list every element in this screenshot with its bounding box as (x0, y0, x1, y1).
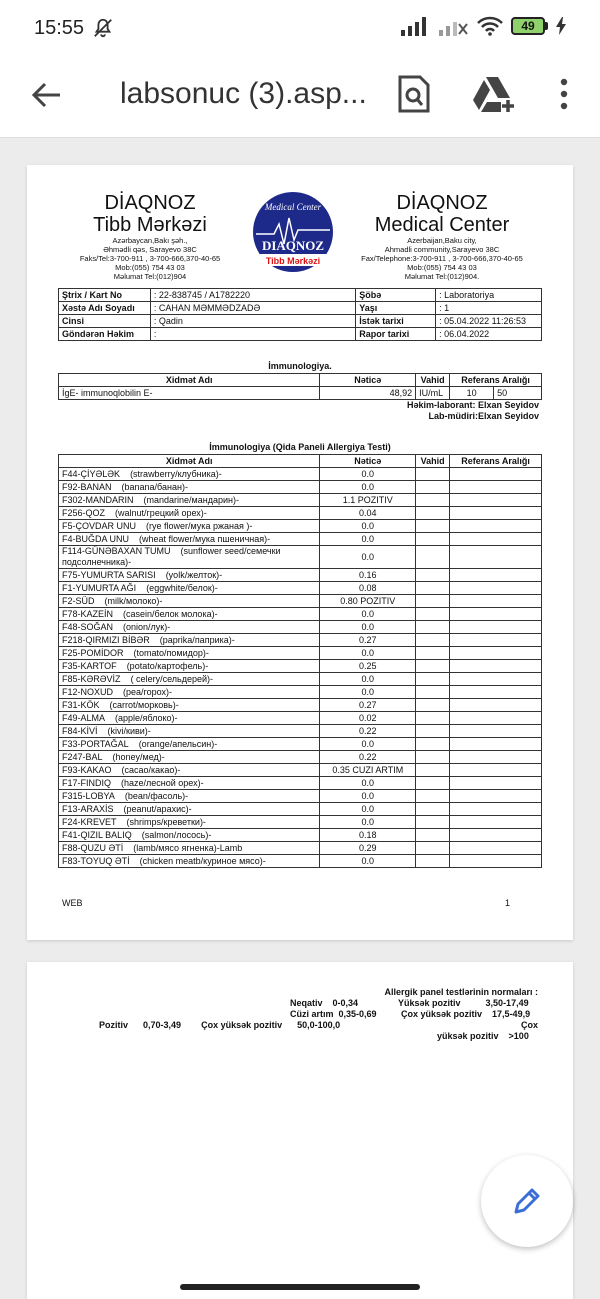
allergen-unit (416, 660, 450, 673)
allergen-ref (450, 608, 542, 621)
table-row (59, 634, 542, 647)
col-header: Vahid (416, 455, 450, 468)
legend-cuzi: Cüzi artım 0,35-0,69 (290, 1009, 377, 1019)
info-key: Yaşı (356, 302, 436, 315)
table-header (59, 374, 542, 387)
clinic-sub-az: Tibb Mərkəzi (93, 214, 207, 236)
allergen-name: F25-POMİDOR (tomato/помидор)- (59, 647, 320, 660)
info-key: Rapor tarixi (356, 328, 436, 341)
table-row (59, 777, 542, 790)
allergen-unit (416, 790, 450, 803)
home-indicator[interactable] (180, 1284, 420, 1290)
table-row (59, 764, 542, 777)
allergen-ref (450, 595, 542, 608)
allergen-result: 0.0 (320, 608, 416, 621)
allergen-name: F83-TOYUQ ƏTİ (chicken meatb/куриное мясо)- (59, 855, 320, 868)
table-row (59, 621, 542, 634)
allergen-result: 0.0 (320, 777, 416, 790)
allergen-unit (416, 621, 450, 634)
address-line: Mob:(055) 754 43 03 (407, 263, 477, 272)
allergen-ref (450, 764, 542, 777)
allergen-result: 0.22 (320, 725, 416, 738)
allergen-ref (450, 582, 542, 595)
table-row (59, 647, 542, 660)
table-row (59, 595, 542, 608)
table-row (59, 673, 542, 686)
col-header: Referans Aralığı (450, 455, 542, 468)
allergen-ref (450, 647, 542, 660)
allergen-ref (450, 686, 542, 699)
allergen-ref (450, 468, 542, 481)
allergen-result: 0.16 (320, 569, 416, 582)
allergen-result: 0.08 (320, 582, 416, 595)
section-title: İmmunologiya (Qida Paneli Allergiya Testi) (209, 442, 391, 452)
allergen-name: F13-ARAXİS (peanut/арахис)- (59, 803, 320, 816)
allergen-unit (416, 468, 450, 481)
allergen-name: F33-PORTAĞAL (orange/апельсин)- (59, 738, 320, 751)
info-value: : (150, 328, 355, 341)
table-row (59, 507, 542, 520)
allergen-result: 0.0 (320, 673, 416, 686)
allergen-unit (416, 777, 450, 790)
allergen-ref (450, 699, 542, 712)
table-row (59, 738, 542, 751)
allergen-name: F17-FINDIQ (haze/лесной орех)- (59, 777, 320, 790)
info-value: : Qadin (150, 315, 355, 328)
info-key: Şöbə (356, 289, 436, 302)
test-result: 48,92 (320, 387, 416, 400)
wifi-icon (477, 16, 503, 36)
pencil-icon (510, 1184, 544, 1218)
status-time: 15:55 (34, 17, 85, 39)
allergen-result: 0.29 (320, 842, 416, 855)
signature-head: Lab-müdiri:Elxan Seyidov (428, 411, 539, 421)
allergen-result: 0.0 (320, 790, 416, 803)
footer-source: WEB (62, 898, 83, 908)
battery-icon (511, 17, 548, 35)
allergen-name: F41-QIZIL BALIQ (salmon/лосось)- (59, 829, 320, 842)
allergen-ref (450, 507, 542, 520)
allergen-ref (450, 569, 542, 582)
allergen-name: F92-BANAN (banana/банан)- (59, 481, 320, 494)
table-row (59, 829, 542, 842)
allergy-table (58, 454, 542, 868)
allergen-unit (416, 712, 450, 725)
allergen-result: 0.0 (320, 803, 416, 816)
allergen-result: 0.0 (320, 481, 416, 494)
legend-cox3b: yüksək pozitiv >100 (437, 1031, 529, 1041)
address-line: Məlumat Tel:(012)904. (404, 272, 480, 281)
allergen-ref (450, 481, 542, 494)
col-header: Nəticə (320, 455, 416, 468)
document-title: labsonuc (3).asp... (120, 77, 367, 110)
allergen-result: 1.1 POZITIV (320, 494, 416, 507)
allergen-name: F302-MANDARIN (mandarine/мандарин)- (59, 494, 320, 507)
legend-title: Allergik panel testlərinin normaları : (384, 987, 538, 997)
allergen-unit (416, 803, 450, 816)
address-line: Mob:(055) 754 43 03 (115, 263, 185, 272)
test-unit: IU/mL (416, 387, 450, 400)
info-value: : 22-838745 / A1782220 (150, 289, 355, 302)
allergen-result: 0.0 (320, 647, 416, 660)
allergen-name: F5-ÇOVDAR UNU (rye flower/мука ржаная )- (59, 520, 320, 533)
allergen-name: F35-KARTOF (potato/картофель)- (59, 660, 320, 673)
legend-neq: Neqativ 0-0,34 (290, 998, 359, 1008)
table-row (59, 302, 542, 315)
add-to-drive-icon[interactable] (472, 74, 516, 114)
col-header: Referans Aralığı (450, 374, 542, 387)
table-row (59, 816, 542, 829)
allergen-name: F93-KAKAO (cacao/какао)- (59, 764, 320, 777)
table-row (59, 582, 542, 595)
clinic-name-en: DİAQNOZ (396, 192, 488, 214)
col-header: Nəticə (320, 374, 416, 387)
clinic-logo (246, 190, 340, 274)
allergen-unit (416, 855, 450, 868)
allergen-ref (450, 673, 542, 686)
table-row (59, 520, 542, 533)
info-value: : 06.04.2022 (436, 328, 542, 341)
allergen-name: F78-KAZEİN (casein/белок молока)- (59, 608, 320, 621)
allergen-ref (450, 829, 542, 842)
allergen-ref (450, 660, 542, 673)
allergen-name: F114-GÜNƏBAXAN TUMU (sunflower seed/семечки подсолнечника)- (59, 546, 320, 569)
allergen-unit (416, 533, 450, 546)
table-row (59, 842, 542, 855)
allergen-unit (416, 546, 450, 569)
address-line: Məlumat Tel:(012)904 (113, 272, 187, 281)
info-value: : 05.04.2022 11:26:53 (436, 315, 542, 328)
table-row (59, 686, 542, 699)
table-row (59, 289, 542, 302)
legend-yuk: Yüksək pozitiv 3,50-17,49 (398, 998, 529, 1008)
ige-table (58, 373, 542, 400)
allergen-name: F218-QIRMIZI BİBƏR (paprika/паприка)- (59, 634, 320, 647)
allergen-unit (416, 764, 450, 777)
info-key: Xəstə Adı Soyadı (59, 302, 151, 315)
allergen-result: 0.27 (320, 634, 416, 647)
allergen-unit (416, 595, 450, 608)
allergen-result: 0.0 (320, 621, 416, 634)
allergen-unit (416, 481, 450, 494)
ref-max: 50 (494, 387, 542, 400)
allergen-result: 0.0 (320, 546, 416, 569)
edit-fab[interactable] (481, 1155, 573, 1247)
allergen-result: 0.18 (320, 829, 416, 842)
mute-icon (92, 17, 114, 39)
col-header: Xidmət Adı (59, 374, 320, 387)
info-value: : 1 (436, 302, 542, 315)
table-row (59, 803, 542, 816)
allergen-result: 0.0 (320, 816, 416, 829)
table-row (59, 855, 542, 868)
allergen-ref (450, 634, 542, 647)
ref-min: 10 (450, 387, 494, 400)
allergen-name: F49-ALMA (apple/яблоко)- (59, 712, 320, 725)
allergen-ref (450, 494, 542, 507)
find-in-page-icon[interactable] (396, 74, 432, 114)
table-header (59, 455, 542, 468)
allergen-name: F1-YUMURTA AĞI (eggwhite/белок)- (59, 582, 320, 595)
allergen-unit (416, 520, 450, 533)
back-arrow-icon[interactable] (30, 78, 64, 112)
info-key: Ştrix / Kart No (59, 289, 151, 302)
table-row (59, 494, 542, 507)
col-header: Xidmət Adı (59, 455, 320, 468)
allergen-ref (450, 738, 542, 751)
logo-mid-text: DIAQNOZ (261, 238, 325, 253)
allergen-result: 0.0 (320, 686, 416, 699)
allergen-result: 0.0 (320, 533, 416, 546)
allergen-result: 0.80 POZITIV (320, 595, 416, 608)
info-key: Cinsi (59, 315, 151, 328)
address-line: Azerbaijan,Baku city, (407, 236, 477, 245)
header-left (58, 192, 242, 281)
info-key: İstək tarixi (356, 315, 436, 328)
allergen-result: 0.27 (320, 699, 416, 712)
table-row (59, 790, 542, 803)
allergen-result: 0.04 (320, 507, 416, 520)
allergen-name: F84-KİVİ (kivi/киви)- (59, 725, 320, 738)
address-line: Fax/Telephone:3-700-911 , 3-700-666,370-40-65 (361, 254, 523, 263)
logo-top-text: Medical Center (264, 202, 322, 212)
section-title: İmmunologiya. (268, 361, 332, 371)
allergen-unit (416, 842, 450, 855)
table-row (59, 546, 542, 569)
signal-icon (401, 16, 431, 36)
address-line: Azərbaycan,Bakı şəh., (112, 236, 188, 245)
legend-cox: Çox yüksək pozitiv 17,5-49,9 (401, 1009, 531, 1019)
clinic-sub-en: Medical Center (374, 214, 510, 236)
address-line: Ahmadli community,Sarayevo 38C (384, 245, 500, 254)
allergen-ref (450, 855, 542, 868)
allergen-name: F75-YUMURTA SARISI (yolk/желток)- (59, 569, 320, 582)
signature-laborant: Həkim-laborant: Elxan Seyidov (406, 400, 539, 410)
allergen-name: F4-BUĞDA UNU (wheat flower/мука пшеничная)- (59, 533, 320, 546)
allergen-result: 0.22 (320, 751, 416, 764)
info-value: : Laboratoriya (436, 289, 542, 302)
table-row (59, 751, 542, 764)
test-name: İgE- immunoqlobilin E- (59, 387, 320, 400)
allergen-result: 0.02 (320, 712, 416, 725)
allergen-ref (450, 546, 542, 569)
allergen-unit (416, 569, 450, 582)
info-value: : CAHAN MƏMMƏDZADƏ (150, 302, 355, 315)
table-row (59, 608, 542, 621)
allergen-result: 0.0 (320, 520, 416, 533)
allergen-name: F315-LOBYA (bean/фасоль)- (59, 790, 320, 803)
allergen-ref (450, 751, 542, 764)
table-row (59, 387, 542, 400)
allergen-result: 0.25 (320, 660, 416, 673)
col-header: Vahid (416, 374, 450, 387)
legend-cox3: Çox (520, 1020, 538, 1030)
table-row (59, 328, 542, 341)
allergen-name: F88-QUZU ƏTİ (lamb/мясо ягненка)-Lamb (59, 842, 320, 855)
allergen-result: 0.0 (320, 738, 416, 751)
more-menu-icon[interactable] (554, 76, 574, 112)
allergen-name: F2-SÜD (milk/молоко)- (59, 595, 320, 608)
allergen-name: F256-QOZ (walnut/грецкий орех)- (59, 507, 320, 520)
status-bar (0, 0, 600, 58)
allergen-unit (416, 751, 450, 764)
allergen-result: 0.0 (320, 855, 416, 868)
allergen-name: F12-NOXUD (pea/горох)- (59, 686, 320, 699)
table-row (59, 533, 542, 546)
allergen-unit (416, 686, 450, 699)
table-row (59, 468, 542, 481)
allergen-unit (416, 507, 450, 520)
page-number: 1 (505, 898, 511, 908)
allergen-unit (416, 673, 450, 686)
allergen-name: F247-BAL (honey/мед)- (59, 751, 320, 764)
info-key: Göndərən Həkim (59, 328, 151, 341)
allergen-unit (416, 634, 450, 647)
allergen-ref (450, 725, 542, 738)
allergen-ref (450, 842, 542, 855)
table-row (59, 315, 542, 328)
allergen-name: F48-SOĞAN (onion/лук)- (59, 621, 320, 634)
allergen-ref (450, 803, 542, 816)
table-row (59, 481, 542, 494)
charging-icon (556, 17, 566, 35)
allergen-ref (450, 520, 542, 533)
allergen-unit (416, 582, 450, 595)
allergen-ref (450, 790, 542, 803)
header-right (354, 192, 530, 281)
table-row (59, 660, 542, 673)
clinic-name-az: DİAQNOZ (104, 192, 196, 214)
patient-info-table (58, 288, 542, 341)
allergen-unit (416, 494, 450, 507)
allergen-unit (416, 725, 450, 738)
address-line: Faks/Tel:3-700-911 , 3-700-666,370-40-65 (79, 254, 221, 263)
allergen-name: F24-KREVET (shrimps/креветки)- (59, 816, 320, 829)
app-bar (0, 58, 600, 138)
allergen-ref (450, 712, 542, 725)
allergen-unit (416, 647, 450, 660)
table-row (59, 725, 542, 738)
allergen-ref (450, 621, 542, 634)
address-line: Əhmədli qəs, Sarayevo 38C (103, 245, 197, 254)
allergen-unit (416, 608, 450, 621)
signatures (407, 400, 539, 422)
allergen-unit (416, 699, 450, 712)
signal-2-icon (439, 16, 469, 36)
allergen-unit (416, 738, 450, 751)
table-row (59, 699, 542, 712)
logo-bottom-text: Tibb Mərkəzi (265, 256, 321, 266)
allergen-ref (450, 533, 542, 546)
battery-level: 49 (511, 17, 545, 35)
allergen-name: F44-ÇİYƏLƏK (strawberry/клубника)- (59, 468, 320, 481)
allergen-unit (416, 816, 450, 829)
allergen-unit (416, 829, 450, 842)
table-row (59, 712, 542, 725)
allergen-result: 0.0 (320, 468, 416, 481)
legend-poz: Pozitiv 0,70-3,49 Çox yüksək pozitiv 50,0-100,0 (99, 1020, 341, 1030)
allergen-name: F85-KƏRƏVİZ ( celery/сельдерей)- (59, 673, 320, 686)
allergen-result: 0.35 CUZI ARTIM (320, 764, 416, 777)
allergen-ref (450, 777, 542, 790)
table-row (59, 569, 542, 582)
allergen-ref (450, 816, 542, 829)
allergen-name: F31-KÖK (carrot/морковь)- (59, 699, 320, 712)
